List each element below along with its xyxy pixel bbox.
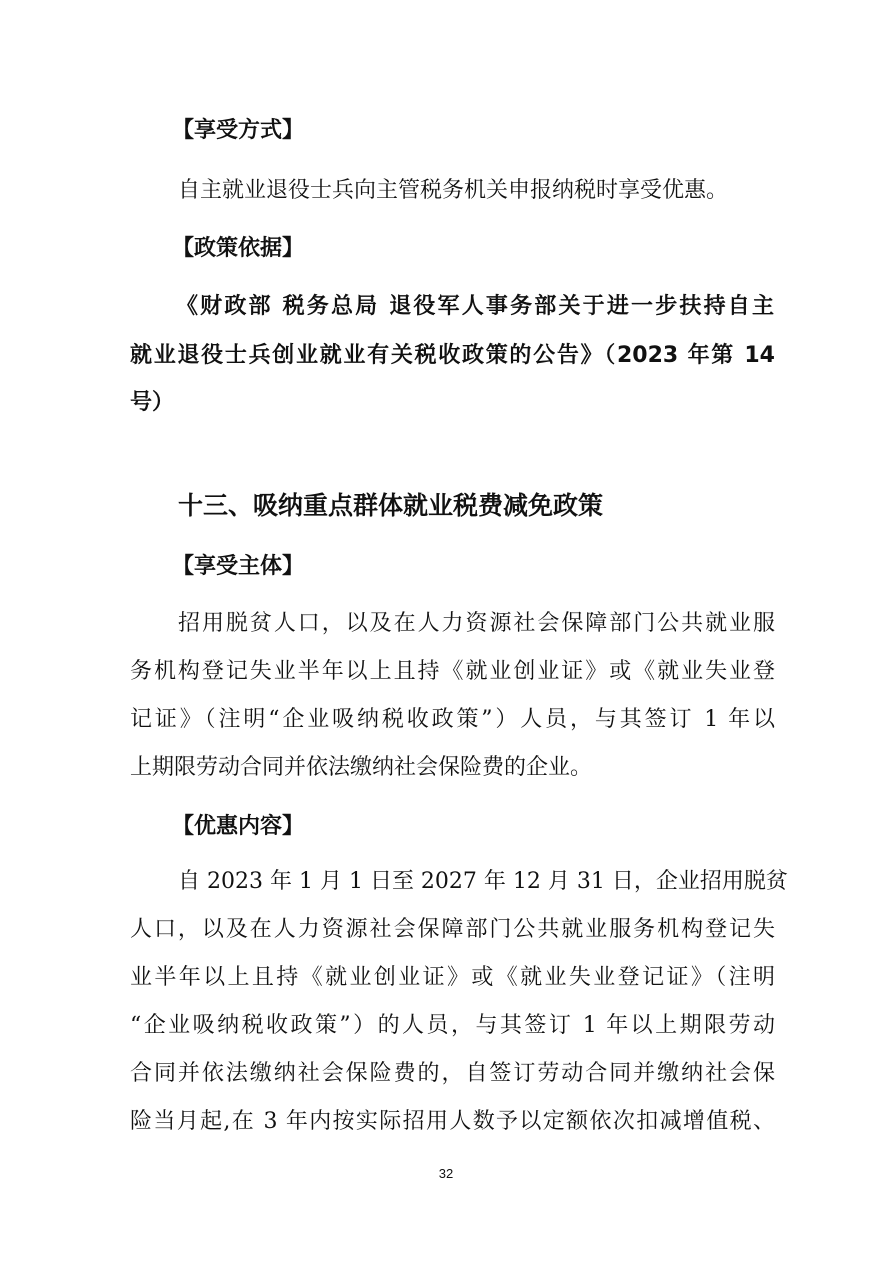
heading-enjoy-subject: 【享受主体】 — [172, 554, 305, 579]
page-number: 32 — [438, 1166, 454, 1181]
subject-line-4: 上期限劳动合同并依法缴纳社会保险费的企业。 — [130, 755, 593, 780]
heading-enjoy-method: 【享受方式】 — [172, 118, 305, 143]
subject-line-1: 招用脱贫人口，以及在人力资源社会保障部门公共就业服 — [178, 611, 775, 636]
content-line-2: 人口，以及在人力资源社会保障部门公共就业服务机构登记失 — [130, 917, 775, 942]
content-line-6: 险当月起,在 3 年内按实际招用人数予以定额依次扣减增值税、 — [130, 1109, 775, 1134]
content-line-5: 合同并依法缴纳社会保险费的，自签订劳动合同并缴纳社会保 — [130, 1061, 775, 1086]
basis-line-3: 号） — [130, 390, 175, 415]
basis-line-2: 就业退役士兵创业就业有关税收政策的公告》（2023 年第 14 — [130, 343, 775, 368]
method-paragraph: 自主就业退役士兵向主管税务机关申报纳税时享受优惠。 — [178, 178, 729, 203]
section-title: 十三、吸纳重点群体就业税费减免政策 — [178, 491, 604, 520]
content-line-4: “企业吸纳税收政策”）的人员，与其签订 1 年以上期限劳动 — [130, 1013, 775, 1038]
subject-line-2: 务机构登记失业半年以上且持《就业创业证》或《就业失业登 — [130, 659, 775, 684]
heading-policy-basis: 【政策依据】 — [172, 236, 305, 261]
subject-line-3: 记证》（注明“企业吸纳税收政策”）人员，与其签订 1 年以 — [130, 707, 775, 732]
heading-preferential-content: 【优惠内容】 — [172, 814, 305, 839]
content-line-1: 自 2023 年 1 月 1 日至 2027 年 12 月 31 日，企业招用脱贫 — [178, 869, 788, 894]
content-line-3: 业半年以上且持《就业创业证》或《就业失业登记证》（注明 — [130, 965, 775, 990]
basis-line-1: 《财政部 税务总局 退役军人事务部关于进一步扶持自主 — [176, 294, 774, 319]
